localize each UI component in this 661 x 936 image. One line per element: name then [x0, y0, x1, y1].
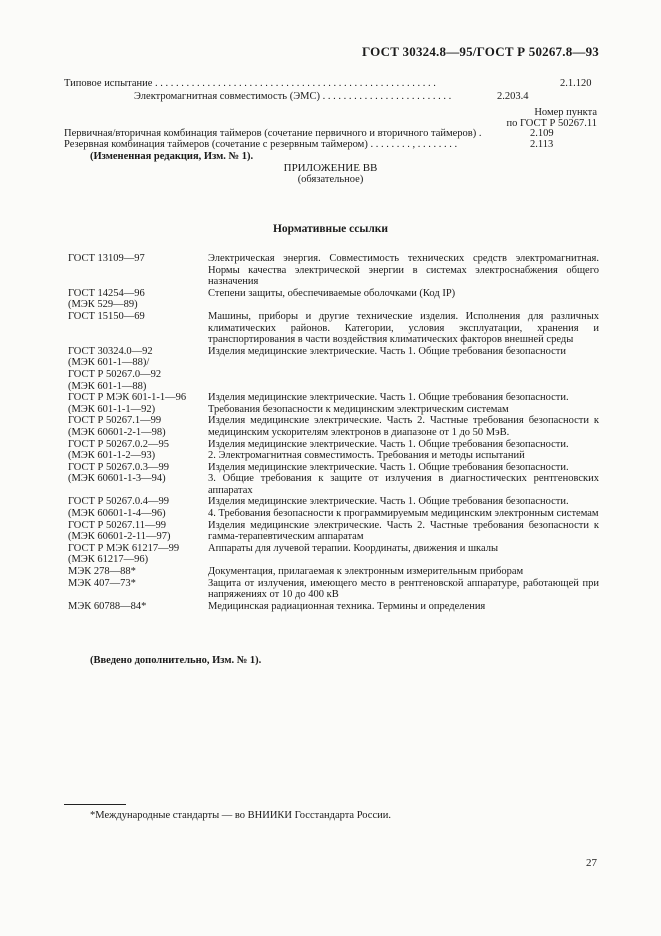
reference-code [68, 311, 208, 346]
toc-number: 2.109 [530, 128, 554, 139]
reference-code-line: (МЭК 529—89) [68, 299, 138, 311]
page-number: 27 [586, 857, 597, 869]
reference-description-line: 4. Требования безопасности к программируемым медицинским электронным системам [208, 508, 599, 520]
reference-row [68, 496, 599, 519]
reference-code-line: МЭК 60788—84* [68, 600, 147, 612]
reference-row [68, 520, 599, 543]
reference-description [208, 496, 599, 519]
reference-description-line: Изделия медицинские электрические. Часть 1. Общие требования безопасности. [208, 496, 569, 508]
reference-description [208, 578, 599, 601]
reference-code [68, 543, 208, 566]
toc-number: 2.1.120 [560, 78, 592, 89]
reference-row [68, 566, 599, 578]
footnote-rule [64, 804, 126, 805]
reference-code [68, 578, 208, 601]
reference-description-line: Степени защиты, обеспечиваемые оболочками (Код IP) [208, 287, 456, 299]
reference-description [208, 543, 599, 566]
reference-code-line: (МЭК 601-1—88)/ [68, 357, 150, 369]
toc-dots: . . . . . . . . . . . . . . . . . . . . . . . . . . . . . . . . . . . . . . . . . . . . . . . . . . . . . . [155, 78, 436, 89]
reference-description [208, 520, 599, 543]
toc-dots: . [478, 128, 482, 139]
point-number-standard: по ГОСТ Р 50267.11 [506, 118, 597, 129]
reference-description-line: Изделия медицинские электрические. Часть 1. Общие требования безопасности. [208, 438, 569, 450]
reference-description [208, 439, 599, 462]
reference-description-line: Аппараты для лучевой терапии. Координаты, движения и шкалы [208, 542, 499, 554]
reference-row [68, 392, 599, 415]
reference-code [68, 496, 208, 519]
reference-row [68, 462, 599, 497]
reference-code-line: ГОСТ 13109—97 [68, 253, 145, 264]
footnote: *Международные стандарты — во ВНИИКИ Госстандарта России. [90, 810, 391, 821]
reference-code [68, 253, 208, 288]
document-header: ГОСТ 30324.8—95/ГОСТ Р 50267.8—93 [362, 44, 599, 59]
reference-description-line: 2. Электромагнитная совместимость. Требования и методы испытаний [208, 450, 525, 462]
reference-code-line: (МЭК 61217—96) [68, 554, 149, 566]
reference-row [68, 439, 599, 462]
reference-row [68, 415, 599, 438]
appendix-title: ПРИЛОЖЕНИЕ ВВ [283, 162, 378, 174]
toc-line [64, 78, 436, 90]
references-table [68, 253, 599, 612]
reference-description [208, 601, 599, 613]
reference-code [68, 462, 208, 497]
reference-description-line: Требования безопасности к медицинским электрическим системам [208, 403, 509, 415]
reference-row [68, 601, 599, 613]
reference-row [68, 311, 599, 346]
reference-code-line: ГОСТ Р 50267.0.4—99 [68, 496, 170, 508]
toc-label: Электромагнитная совместимость (ЭМС) [134, 91, 320, 102]
toc-label: Резервная комбинация таймеров (сочетание с резервным таймером) [64, 139, 368, 150]
reference-row [68, 578, 599, 601]
reference-code-line: (МЭК 60601-2-1—98) [68, 426, 166, 438]
reference-code-line: МЭК 407—73* [68, 577, 136, 589]
reference-code-line: ГОСТ 14254—96 [68, 287, 145, 299]
reference-code-line: (МЭК 601-1-1—92) [68, 403, 156, 415]
reference-description-line: Защита от излучения, имеющего место в рентгеновской аппаратуре, работающей при напряжениях от 10 до 400 кВ [208, 577, 599, 601]
reference-description [208, 253, 599, 288]
reference-description-line: Электрическая энергия. Совместимость технических средств электромагнитная. Нормы качества электрической энергии в системах электроснабжения общего назначения [208, 253, 599, 288]
reference-code [68, 439, 208, 462]
toc-line [134, 91, 451, 103]
reference-description [208, 415, 599, 438]
reference-description-line: Изделия медицинские электрические. Часть 1. Общие требования безопасности. [208, 392, 569, 404]
reference-description [208, 392, 599, 415]
introduced-note: (Введено дополнительно, Изм. № 1). [90, 655, 262, 666]
reference-code [68, 601, 208, 613]
reference-code-line: ГОСТ 15150—69 [68, 310, 145, 322]
reference-row [68, 543, 599, 566]
toc-line [64, 139, 457, 151]
toc-number: 2.203.4 [497, 91, 529, 102]
amendment-note: (Измененная редакция, Изм. № 1). [90, 151, 254, 162]
reference-description-line: Изделия медицинские электрические. Часть 1. Общие требования безопасности. [208, 461, 569, 473]
reference-code [68, 415, 208, 438]
reference-code-line: (МЭК 60601-2-11—97) [68, 531, 171, 543]
reference-code-line: МЭК 278—88* [68, 566, 136, 578]
reference-row [68, 346, 599, 392]
reference-description [208, 346, 599, 392]
section-title: Нормативные ссылки [272, 223, 389, 235]
reference-code-line: (МЭК 601-1-2—93) [68, 450, 156, 462]
reference-description-line: Изделия медицинские электрические. Часть 1. Общие требования безопасности [208, 345, 566, 357]
reference-code-line: ГОСТ Р МЭК 601-1-1—96 [68, 392, 187, 404]
point-number-header: Номер пункта [534, 107, 597, 118]
reference-row [68, 288, 599, 311]
reference-description-line: Изделия медицинские электрические. Часть 2. Частные требования безопасности к гамма-терапевтическим аппаратам [208, 519, 599, 543]
reference-description-line: Машины, приборы и другие технические изделия. Исполнения для различных климатических районов. Категории, условия эксплуатации, хранения и транспортирования в части воздействия климатических факторов внешней среды [208, 310, 599, 346]
reference-description-line: Медицинская радиационная техника. Термины и определения [208, 600, 486, 612]
reference-description-line: 3. Общие требования к защите от излучения в диагностических рентгеновских аппаратах [208, 473, 599, 496]
reference-description [208, 288, 599, 311]
reference-code [68, 520, 208, 543]
reference-description [208, 566, 599, 578]
toc-dots: . . . . . . . . . . . . . . . . . . . . . . . . . [322, 91, 452, 102]
reference-code [68, 392, 208, 415]
reference-code-line: ГОСТ Р 50267.0.3—99 [68, 461, 170, 473]
toc-label: Типовое испытание [64, 78, 153, 89]
reference-code-line: ГОСТ Р МЭК 61217—99 [68, 542, 180, 554]
reference-row [68, 253, 599, 288]
reference-code-line: ГОСТ Р 50267.0—92 [68, 368, 162, 380]
reference-description-line: Документация, прилагаемая к электронным измерительным приборам [208, 566, 524, 578]
appendix-subtitle: (обязательное) [297, 174, 364, 185]
reference-description [208, 311, 599, 346]
reference-code [68, 566, 208, 578]
reference-code-line: ГОСТ Р 50267.1—99 [68, 415, 162, 427]
reference-code-line: (МЭК 60601-1-4—96) [68, 508, 166, 520]
reference-code-line: ГОСТ Р 50267.0.2—95 [68, 438, 170, 450]
reference-code-line: (МЭК 601-1—88) [68, 380, 147, 392]
reference-code [68, 346, 208, 392]
toc-label: Первичная/вторичная комбинация таймеров (сочетание первичного и вторичного таймеров) [64, 128, 477, 139]
reference-description [208, 462, 599, 497]
reference-code-line: (МЭК 60601-1-3—94) [68, 473, 166, 485]
toc-dots: . . . . . . . . , . . . . . . . . [370, 139, 458, 150]
reference-code-line: ГОСТ 30324.0—92 [68, 345, 153, 357]
toc-number: 2.113 [530, 139, 554, 150]
reference-code [68, 288, 208, 311]
reference-code-line: ГОСТ Р 50267.11—99 [68, 519, 167, 531]
reference-description-line: Изделия медицинские электрические. Часть 2. Частные требования безопасности к медицинским ускорителям электронов в диапазоне от 1 до 50 МэВ. [208, 415, 599, 438]
